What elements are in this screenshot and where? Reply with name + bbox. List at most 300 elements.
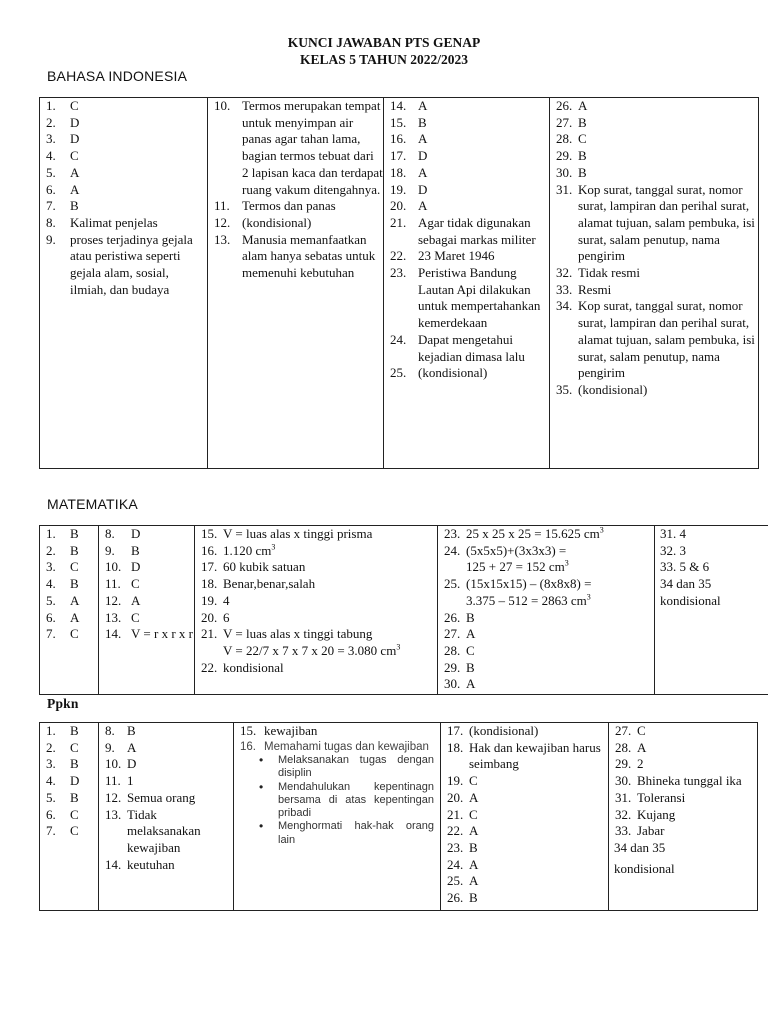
list-item	[441, 740, 608, 773]
item-number: 7.	[46, 198, 56, 214]
ppkn-bullet-list	[234, 754, 440, 847]
item-number: 18.	[390, 164, 407, 180]
item-answer: 60 kubik satuan	[223, 559, 306, 575]
item-number: 32.	[615, 806, 632, 822]
list-item	[441, 790, 608, 807]
item-answer: C	[469, 773, 478, 789]
item-number: 6.	[46, 806, 56, 822]
list-item: 34 dan 35	[660, 576, 712, 592]
item-number: 19.	[201, 592, 218, 608]
item-number: 31.	[615, 789, 632, 805]
list-item	[441, 840, 608, 857]
list-item	[384, 165, 549, 182]
list-item	[438, 576, 654, 593]
item-answer: C	[70, 98, 79, 113]
item-answer: (15x15x15) – (8x8x8) =	[466, 576, 592, 592]
item-number: 18.	[201, 576, 218, 592]
list-item	[609, 773, 757, 790]
list-item	[384, 332, 549, 365]
item-answer: 4	[223, 592, 230, 608]
item-number: 24.	[444, 542, 461, 558]
item-answer: 1	[127, 773, 134, 789]
item-number: 5.	[46, 164, 56, 180]
list-item	[384, 198, 549, 215]
list-item	[40, 148, 207, 165]
item-number: 1.	[46, 98, 56, 113]
item-answer: D	[418, 181, 428, 197]
list-item	[384, 148, 549, 165]
item-answer: V = r x r x r	[131, 626, 193, 642]
list-item	[40, 543, 98, 560]
item-answer: 2	[637, 756, 644, 772]
list-item	[384, 365, 549, 382]
item-answer: B	[70, 542, 79, 558]
item-answer: A	[418, 131, 428, 147]
item-answer: B	[578, 148, 587, 164]
item-answer: B	[418, 114, 427, 130]
item-answer: kondisional	[223, 659, 284, 675]
item-answer: Dapat mengetahui kejadian dimasa lalu	[418, 331, 525, 364]
matematika-col-5	[655, 526, 768, 695]
list-item	[384, 131, 549, 148]
item-answer: A	[469, 873, 479, 889]
item-number: 2.	[46, 114, 56, 130]
item-number: 19.	[390, 181, 407, 197]
item-number: 16.	[390, 131, 407, 147]
list-item	[438, 543, 654, 560]
item-number: 21.	[201, 626, 218, 642]
list-item	[40, 626, 98, 643]
document-title: KUNCI JAWABAN PTS GENAP	[287, 35, 481, 50]
item-answer: (5x5x5)+(3x3x3) =	[466, 542, 567, 558]
item-number: 15.	[390, 114, 407, 130]
list-item	[609, 807, 757, 824]
list-item	[40, 232, 207, 299]
list-item	[40, 790, 98, 807]
list-item	[438, 526, 654, 543]
item-number: 10.	[105, 559, 122, 575]
list-item: 31. 4	[660, 526, 686, 541]
item-number: 2.	[46, 739, 56, 755]
list-item	[438, 676, 654, 693]
item-number: 1.	[46, 723, 56, 738]
item-number: 3.	[46, 131, 56, 147]
item-number: 22.	[390, 248, 407, 264]
item-number: 6.	[46, 181, 56, 197]
list-item: 33. 5 & 6	[660, 559, 710, 575]
item-number: 33.	[615, 823, 632, 839]
superscript: 3	[564, 559, 569, 569]
list-item	[384, 115, 549, 132]
list-item	[99, 790, 233, 807]
item-number: 5.	[46, 592, 56, 608]
item-number: 13.	[214, 231, 231, 247]
list-item	[40, 723, 98, 740]
item-number: 31.	[556, 181, 573, 197]
item-answer: C	[70, 823, 79, 839]
item-answer: (kondisional)	[469, 723, 539, 738]
item-number: 34.	[556, 298, 573, 314]
item-answer: Resmi	[578, 281, 612, 297]
item-answer: A	[466, 676, 476, 692]
ppkn-col-2	[99, 723, 234, 911]
item-answer: C	[70, 148, 79, 164]
item-number: 29.	[615, 756, 632, 772]
item-answer: B	[578, 114, 587, 130]
superscript: 3	[396, 642, 401, 652]
list-item	[438, 610, 654, 627]
list-item	[99, 723, 233, 740]
list-item: kondisional	[660, 592, 721, 608]
list-item	[438, 626, 654, 643]
list-item	[384, 98, 549, 115]
list-item: 16. Memahami tugas dan kewajiban	[240, 740, 429, 753]
item-answer: Benar,benar,salah	[223, 576, 316, 592]
list-item	[438, 643, 654, 660]
item-answer: B	[70, 576, 79, 592]
list-item	[441, 823, 608, 840]
item-answer: proses terjadinya gejala atau peristiwa seperti gejala alam, sosial, ilmiah, dan budaya	[70, 231, 193, 297]
list-item	[99, 626, 194, 643]
bullet-item: • Mendahulukan kepentinagn bersama di atas kepentingan pribadi	[278, 781, 440, 821]
list-item	[384, 215, 549, 248]
list-item	[99, 756, 233, 773]
item-answer: Termos merupakan tempat untuk menyimpan air panas agar tahan lama, bagian termos tebuat dari 2 lapisan kaca dan terdapat ruang vakum ditengahnya.	[242, 98, 383, 197]
item-answer: Bhineka tunggal ika	[637, 773, 742, 789]
bahasa-col-3	[384, 98, 550, 469]
list-item	[40, 807, 98, 824]
matematika-col-1	[40, 526, 99, 695]
superscript: 3	[586, 592, 591, 602]
list-item	[441, 807, 608, 824]
item-answer: C	[70, 626, 79, 642]
item-number: 23.	[390, 265, 407, 281]
item-number: 24.	[390, 331, 407, 347]
item-answer: 23 Maret 1946	[418, 248, 495, 264]
ppkn-col-1	[40, 723, 99, 911]
bullet-item: • Melaksanakan tugas dengan disiplin	[278, 754, 440, 781]
item-answer: A	[418, 98, 428, 113]
item-number: 32.	[556, 265, 573, 281]
item-answer: 3.375 – 512 = 2863 cm	[466, 592, 587, 608]
ppkn-col-5-tail	[609, 840, 757, 877]
item-number: 4.	[46, 576, 56, 592]
list-item	[40, 526, 98, 543]
item-number: 24.	[447, 856, 464, 872]
item-number: 27.	[444, 626, 461, 642]
item-number: 25.	[390, 365, 407, 381]
item-answer: C	[469, 806, 478, 822]
item-number: 12.	[105, 789, 122, 805]
item-number: 28.	[615, 739, 632, 755]
list-item	[550, 298, 758, 382]
list-item	[441, 723, 608, 740]
item-answer: D	[131, 559, 141, 575]
item-answer: Hak dan kewajiban harus seimbang	[469, 739, 601, 772]
item-answer: A	[70, 181, 80, 197]
list-item	[609, 740, 757, 757]
list-item	[438, 660, 654, 677]
item-answer: Termos dan panas	[242, 198, 336, 214]
item-number: 17.	[390, 148, 407, 164]
matematika-col-3	[195, 526, 438, 695]
list-item	[550, 148, 758, 165]
item-answer: C	[131, 609, 140, 625]
superscript: 3	[599, 525, 604, 535]
item-number: 22.	[447, 823, 464, 839]
item-answer: B	[469, 839, 478, 855]
item-number: 18.	[447, 739, 464, 755]
item-answer: C	[70, 559, 79, 575]
list-item	[384, 248, 549, 265]
list-item	[195, 643, 437, 660]
item-number: 1.	[46, 526, 56, 541]
item-number: 11.	[214, 198, 230, 214]
bahasa-col-2	[208, 98, 384, 469]
item-number: 12.	[105, 592, 122, 608]
item-answer: D	[131, 526, 141, 541]
item-answer: B	[127, 723, 136, 738]
item-answer: Peristiwa Bandung Lautan Api dilakukan untuk mempertahankan kemerdekaan	[418, 265, 541, 331]
list-item	[99, 740, 233, 757]
item-answer: B	[70, 789, 79, 805]
list-item	[195, 660, 437, 677]
matematika-col-5-list	[660, 526, 768, 610]
list-item	[195, 543, 437, 560]
item-answer: A	[70, 609, 80, 625]
matematika-col-2	[99, 526, 195, 695]
item-answer: C	[637, 723, 646, 738]
bahasa-col-1	[40, 98, 208, 469]
item-number: 25.	[444, 576, 461, 592]
item-answer: 1.120 cm	[223, 542, 272, 558]
item-number: 17.	[201, 559, 218, 575]
item-number: 15.	[201, 526, 218, 541]
item-answer: Tidak melaksanakan kewajiban	[127, 806, 201, 855]
item-number: 16.	[201, 542, 218, 558]
section-heading-bahasa: BAHASA INDONESIA	[47, 68, 188, 84]
item-answer: D	[70, 131, 80, 147]
item-answer: Kalimat penjelas	[70, 214, 158, 230]
bahasa-col-4	[550, 98, 759, 469]
list-item	[40, 215, 207, 232]
item-number: 13.	[105, 609, 122, 625]
item-number: 5.	[46, 789, 56, 805]
list-item	[438, 593, 654, 610]
list-item	[40, 165, 207, 182]
item-number: 28.	[444, 642, 461, 658]
item-answer: V = luas alas x tinggi tabung	[223, 626, 373, 642]
item-number: 4.	[46, 773, 56, 789]
item-answer: A	[418, 164, 428, 180]
item-answer: B	[70, 526, 79, 541]
item-answer: A	[637, 739, 647, 755]
item-answer: A	[418, 198, 428, 214]
item-answer: B	[131, 542, 140, 558]
list-item	[40, 740, 98, 757]
list-item	[550, 182, 758, 266]
list-item	[441, 890, 608, 907]
ppkn-col-3	[234, 723, 441, 911]
item-answer: A	[469, 789, 479, 805]
document-subtitle: KELAS 5 TAHUN 2022/2023	[300, 52, 468, 67]
list-item	[609, 823, 757, 840]
item-answer: D	[70, 114, 80, 130]
list-item	[195, 593, 437, 610]
list-item	[441, 873, 608, 890]
item-number: 11.	[105, 773, 121, 789]
item-number: 29.	[444, 659, 461, 675]
list-item	[40, 559, 98, 576]
item-answer: B	[578, 164, 587, 180]
section-heading-matematika: MATEMATIKA	[47, 496, 138, 512]
item-answer: Manusia memanfaatkan alam hanya sebatas untuk memenuhi kebutuhan	[242, 231, 376, 281]
item-number: 19.	[447, 773, 464, 789]
list-item	[40, 576, 98, 593]
list-item	[99, 610, 194, 627]
bullet-item: • Menghormati hak-hak orang lain	[278, 820, 440, 847]
item-number: 26.	[447, 890, 464, 906]
item-answer: Toleransi	[637, 789, 686, 805]
list-item	[438, 559, 654, 576]
list-item: kondisional	[614, 860, 675, 876]
ppkn-col-4	[441, 723, 609, 911]
item-number: 29.	[556, 148, 573, 164]
list-item	[208, 98, 383, 198]
item-number: 8.	[105, 723, 115, 738]
item-number: 20.	[201, 609, 218, 625]
section-heading-ppkn: Ppkn	[47, 696, 79, 711]
item-number: 30.	[615, 773, 632, 789]
item-answer: D	[418, 148, 428, 164]
item-number: 2.	[46, 542, 56, 558]
list-item	[99, 773, 233, 790]
list-item	[40, 98, 207, 115]
list-item	[208, 198, 383, 215]
list-item	[195, 559, 437, 576]
item-number: 10.	[105, 756, 122, 772]
item-answer: Tidak resmi	[578, 265, 640, 281]
item-answer: keutuhan	[127, 856, 175, 872]
item-answer: C	[131, 576, 140, 592]
item-answer: 125 + 27 = 152 cm	[466, 559, 565, 575]
list-item	[40, 593, 98, 610]
item-number: 11.	[105, 576, 121, 592]
item-answer: A	[131, 592, 141, 608]
item-number: 25.	[447, 873, 464, 889]
list-item	[99, 543, 194, 560]
item-number: 33.	[556, 281, 573, 297]
item-answer: C	[70, 739, 79, 755]
item-answer: V = 22/7 x 7 x 7 x 20 = 3.080 cm	[223, 642, 397, 658]
item-number: 7.	[46, 626, 56, 642]
item-number: 14.	[390, 98, 407, 113]
item-answer: A	[70, 164, 80, 180]
list-item	[609, 723, 757, 740]
list-item: 15. kewajiban	[240, 723, 318, 738]
list-item	[195, 610, 437, 627]
list-item	[550, 115, 758, 132]
list-item	[99, 593, 194, 610]
list-item	[40, 182, 207, 199]
item-answer: B	[70, 723, 79, 738]
list-item	[40, 115, 207, 132]
item-number: 30.	[556, 164, 573, 180]
item-answer: (kondisional)	[578, 381, 648, 397]
list-item	[441, 857, 608, 874]
list-item	[40, 756, 98, 773]
list-item	[609, 756, 757, 773]
item-number: 9.	[105, 739, 115, 755]
list-item	[550, 131, 758, 148]
superscript: 3	[271, 542, 276, 552]
list-item	[40, 131, 207, 148]
item-number: 12.	[214, 214, 231, 230]
item-number: 22.	[201, 659, 218, 675]
list-item	[208, 232, 383, 282]
item-answer: B	[466, 609, 475, 625]
list-item	[384, 182, 549, 199]
item-number: 9.	[105, 542, 115, 558]
list-item	[550, 98, 758, 115]
item-number: 20.	[390, 198, 407, 214]
item-number: 35.	[556, 381, 573, 397]
list-item	[99, 857, 233, 874]
item-number: 28.	[556, 131, 573, 147]
item-number: 14.	[105, 626, 122, 642]
list-item	[40, 773, 98, 790]
item-number: 26.	[556, 98, 573, 113]
list-item	[550, 382, 758, 399]
list-item	[195, 576, 437, 593]
item-answer: B	[70, 198, 79, 214]
item-number: 3.	[46, 756, 56, 772]
item-number: 13.	[105, 806, 122, 822]
list-item	[99, 576, 194, 593]
list-item	[40, 823, 98, 840]
item-number: 8.	[46, 214, 56, 230]
item-number: 30.	[444, 676, 461, 692]
item-number: 20.	[447, 789, 464, 805]
item-answer: A	[70, 592, 80, 608]
item-answer: 6	[223, 609, 230, 625]
list-item	[384, 265, 549, 332]
item-number: 21.	[390, 214, 407, 230]
item-number: 27.	[615, 723, 632, 738]
item-number: 23.	[447, 839, 464, 855]
item-answer: Agar tidak digunakan sebagai markas militer	[418, 214, 536, 247]
item-number: 14.	[105, 856, 122, 872]
list-item	[550, 282, 758, 299]
item-number: 7.	[46, 823, 56, 839]
item-number: 27.	[556, 114, 573, 130]
list-item	[99, 526, 194, 543]
item-answer: D	[127, 756, 137, 772]
item-number: 21.	[447, 806, 464, 822]
list-item	[99, 807, 233, 857]
item-answer: Kujang	[637, 806, 676, 822]
list-item	[609, 790, 757, 807]
item-number: 26.	[444, 609, 461, 625]
item-answer: Semua orang	[127, 789, 196, 805]
item-number: 23.	[444, 526, 461, 541]
list-item: 32. 3	[660, 542, 686, 558]
item-answer: (kondisional)	[242, 214, 312, 230]
item-number: 4.	[46, 148, 56, 164]
list-item	[40, 198, 207, 215]
item-answer: B	[466, 659, 475, 675]
list-item	[550, 265, 758, 282]
